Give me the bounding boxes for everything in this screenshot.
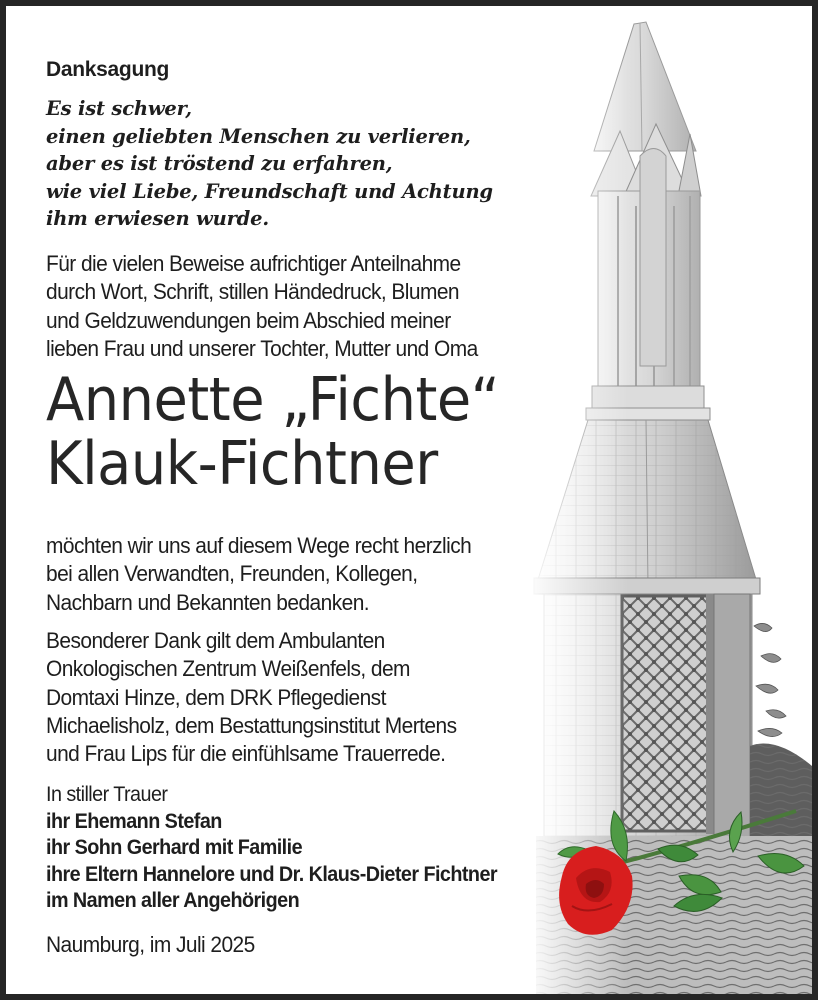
- thanks-paragraph: [46, 532, 471, 617]
- text-line: und Frau Lips für die einfühlsame Trauerrede.: [46, 741, 446, 767]
- mourners-signature: [46, 781, 497, 914]
- text-line: Für die vielen Beweise aufrichtiger Anteilnahme: [46, 251, 461, 276]
- text-line: durch Wort, Schrift, stillen Händedruck, Blumen: [46, 279, 460, 305]
- grave-lantern-illustration: [526, 6, 818, 994]
- text-line: und Geldzuwendungen beim Abschied meiner: [46, 307, 451, 333]
- mourner-line: ihr Sohn Gerhard mit Familie: [46, 835, 303, 859]
- text-line: bei allen Verwandten, Freunden, Kollegen,: [46, 561, 418, 587]
- text-line: Besonderer Dank gilt dem Ambulanten: [46, 628, 385, 653]
- heading-danksagung: Danksagung: [46, 58, 170, 81]
- mourner-line: im Namen aller Angehörigen: [46, 888, 300, 912]
- poem-line: einen geliebten Menschen zu verlieren,: [46, 124, 471, 148]
- text-line: Onkologischen Zentrum Weißenfels, dem: [46, 656, 410, 682]
- mourner-line: ihr Ehemann Stefan: [46, 808, 222, 833]
- poem-line: aber es ist tröstend zu erfahren,: [46, 152, 393, 175]
- name-line: Annette „Fichte“: [46, 365, 500, 435]
- special-thanks-paragraph: [46, 627, 456, 768]
- mourner-line: ihre Eltern Hannelore und Dr. Klaus-Dieter Fichtner: [46, 861, 498, 886]
- text-line: Michaelisholz, dem Bestattungsinstitut Mertens: [46, 712, 457, 738]
- poem-line: wie viel Liebe, Freundschaft und Achtung: [46, 179, 493, 203]
- text-line: möchten wir uns auf diesem Wege recht herzlich: [46, 533, 472, 558]
- text-line: Nachbarn und Bekannten bedanken.: [46, 589, 370, 615]
- poem-line: ihm erwiesen wurde.: [46, 207, 269, 230]
- text-line: Domtaxi Hinze, dem DRK Pflegedienst: [46, 684, 386, 710]
- name-line: Klauk-Fichtner: [46, 429, 438, 499]
- text-line: lieben Frau und unserer Tochter, Mutter und Oma: [46, 335, 478, 361]
- intro-paragraph: [46, 250, 478, 363]
- place-date: Naumburg, im Juli 2025: [46, 932, 255, 957]
- poem: [46, 95, 493, 233]
- mourning-intro: In stiller Trauer: [46, 782, 168, 806]
- poem-line: Es ist schwer,: [46, 97, 192, 120]
- deceased-name: [46, 365, 500, 499]
